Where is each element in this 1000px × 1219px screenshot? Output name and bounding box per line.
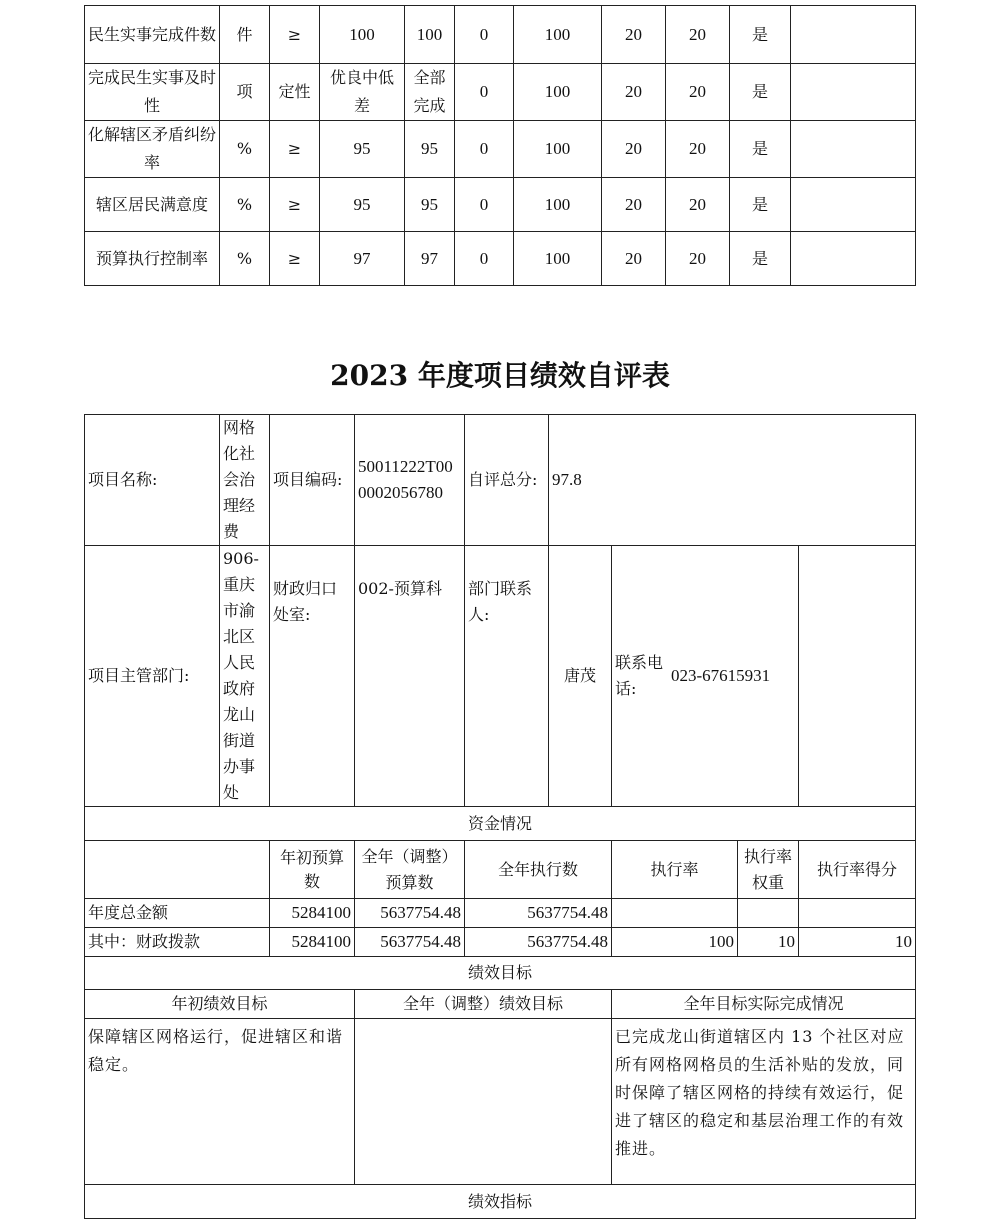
indicator-col6: 0 bbox=[455, 178, 514, 232]
indicator-target: 95 bbox=[320, 178, 405, 232]
total-executed: 5637754.48 bbox=[465, 899, 612, 928]
indicator-col7: 100 bbox=[514, 178, 602, 232]
dept-value: 906-重庆市渝北区人民政府龙山街道办事处 bbox=[220, 546, 270, 807]
indicator-col8: 20 bbox=[602, 6, 666, 64]
indicator-actual: 全部完成 bbox=[405, 64, 455, 121]
goals-header-initial: 年初绩效目标 bbox=[85, 990, 355, 1019]
phone-cell bbox=[612, 546, 799, 807]
indicator-operator: ≥ bbox=[270, 6, 320, 64]
project-name: 网格化社会治理经费 bbox=[220, 415, 270, 546]
table-row bbox=[85, 990, 916, 1019]
indicator-name: 预算执行控制率 bbox=[85, 232, 220, 286]
empty-cell bbox=[799, 546, 916, 807]
indicator-col7: 100 bbox=[514, 121, 602, 178]
col-header-executed: 全年执行数 bbox=[465, 841, 612, 899]
indicator-unit: % bbox=[220, 178, 270, 232]
indicator-col6: 0 bbox=[455, 64, 514, 121]
indicator-col8: 20 bbox=[602, 64, 666, 121]
indicator-actual: 100 bbox=[405, 6, 455, 64]
indicator-col6: 0 bbox=[455, 121, 514, 178]
table-row bbox=[85, 232, 916, 286]
indicator-unit: 件 bbox=[220, 6, 270, 64]
col-header-exec-rate: 执行率 bbox=[612, 841, 738, 899]
goals-actual-text: 已完成龙山街道辖区内 13 个社区对应所有网格网格员的生活补贴的发放，同时保障了辖区网格的持续有效运行，促进了辖区的稳定和基层治理工作的有效推进。 bbox=[612, 1019, 916, 1185]
table-row bbox=[85, 178, 916, 232]
indicator-remark bbox=[791, 178, 916, 232]
indicator-remark bbox=[791, 6, 916, 64]
indicator-name: 民生实事完成件数 bbox=[85, 6, 220, 64]
table-row bbox=[85, 546, 916, 807]
indicator-actual: 97 bbox=[405, 232, 455, 286]
total-rate bbox=[612, 899, 738, 928]
indicator-operator: ≥ bbox=[270, 178, 320, 232]
phone-label: 联系电话: bbox=[615, 653, 664, 698]
goals-header-adjusted: 全年（调整）绩效目标 bbox=[355, 990, 612, 1019]
fiscal-adjusted: 5637754.48 bbox=[355, 928, 465, 957]
indicator-col8: 20 bbox=[602, 178, 666, 232]
col-header-rate-score: 执行率得分 bbox=[799, 841, 916, 899]
score-label: 自评总分: bbox=[465, 415, 549, 546]
indicator-remark bbox=[791, 232, 916, 286]
total-weight bbox=[738, 899, 799, 928]
indicator-col9: 20 bbox=[666, 178, 730, 232]
indicator-target: 95 bbox=[320, 121, 405, 178]
finance-value: 002-预算科 bbox=[355, 546, 465, 807]
indicator-col9: 20 bbox=[666, 6, 730, 64]
indicator-met: 是 bbox=[730, 232, 791, 286]
project-name-label: 项目名称: bbox=[85, 415, 220, 546]
indicator-col9: 20 bbox=[666, 121, 730, 178]
indicator-operator: ≥ bbox=[270, 121, 320, 178]
indicator-col8: 20 bbox=[602, 121, 666, 178]
indicator-unit: % bbox=[220, 121, 270, 178]
total-score bbox=[799, 899, 916, 928]
table-row bbox=[85, 807, 916, 841]
contact-label: 部门联系人: bbox=[465, 546, 549, 807]
evaluation-table bbox=[84, 414, 916, 1219]
indicator-met: 是 bbox=[730, 121, 791, 178]
finance-label: 财政归口处室: bbox=[270, 546, 355, 807]
score-value: 97.8 bbox=[549, 415, 916, 546]
project-code-label: 项目编码: bbox=[270, 415, 355, 546]
indicator-remark bbox=[791, 64, 916, 121]
goals-initial-text: 保障辖区网格运行，促进辖区和谐稳定。 bbox=[85, 1019, 355, 1185]
col-header-rate-weight: 执行率权重 bbox=[738, 841, 799, 899]
indicator-col8: 20 bbox=[602, 232, 666, 286]
table-row bbox=[85, 64, 916, 121]
indicator-col7: 100 bbox=[514, 6, 602, 64]
table-row bbox=[85, 957, 916, 990]
goals-header-actual: 全年目标实际完成情况 bbox=[612, 990, 916, 1019]
fiscal-weight: 10 bbox=[738, 928, 799, 957]
table-row bbox=[85, 415, 916, 546]
indicator-name: 辖区居民满意度 bbox=[85, 178, 220, 232]
indicator-operator: 定性 bbox=[270, 64, 320, 121]
empty-cell bbox=[85, 841, 270, 899]
indicator-col7: 100 bbox=[514, 232, 602, 286]
phone-value: 023-67615931 bbox=[671, 666, 771, 685]
fiscal-label: 其中：财政拨款 bbox=[85, 928, 270, 957]
indicators-section-header: 绩效指标 bbox=[85, 1185, 916, 1219]
goals-section-header: 绩效目标 bbox=[85, 957, 916, 990]
indicator-target: 100 bbox=[320, 6, 405, 64]
fiscal-rate: 100 bbox=[612, 928, 738, 957]
fiscal-initial: 5284100 bbox=[270, 928, 355, 957]
indicator-actual: 95 bbox=[405, 178, 455, 232]
goals-adjusted-text bbox=[355, 1019, 612, 1185]
total-initial: 5284100 bbox=[270, 899, 355, 928]
indicator-col7: 100 bbox=[514, 64, 602, 121]
contact-value: 唐茂 bbox=[549, 546, 612, 807]
indicator-name: 完成民生实事及时性 bbox=[85, 64, 220, 121]
fiscal-executed: 5637754.48 bbox=[465, 928, 612, 957]
indicator-met: 是 bbox=[730, 64, 791, 121]
indicator-remark bbox=[791, 121, 916, 178]
table-row bbox=[85, 6, 916, 64]
col-header-initial-budget: 年初预算数 bbox=[270, 841, 355, 899]
indicator-unit: 项 bbox=[220, 64, 270, 121]
table-row bbox=[85, 899, 916, 928]
total-adjusted: 5637754.48 bbox=[355, 899, 465, 928]
indicator-name: 化解辖区矛盾纠纷率 bbox=[85, 121, 220, 178]
funds-section-header: 资金情况 bbox=[85, 807, 916, 841]
table-row bbox=[85, 1185, 916, 1219]
indicator-met: 是 bbox=[730, 6, 791, 64]
indicator-operator: ≥ bbox=[270, 232, 320, 286]
indicator-target: 97 bbox=[320, 232, 405, 286]
total-label: 年度总金额 bbox=[85, 899, 270, 928]
table-row bbox=[85, 928, 916, 957]
indicator-table-continued bbox=[84, 5, 916, 286]
project-code: 50011222T000002056780 bbox=[355, 415, 465, 546]
fiscal-score: 10 bbox=[799, 928, 916, 957]
table-row bbox=[85, 1019, 916, 1185]
table-row bbox=[85, 121, 916, 178]
table-row bbox=[85, 841, 916, 899]
indicator-col9: 20 bbox=[666, 232, 730, 286]
indicator-col6: 0 bbox=[455, 232, 514, 286]
indicator-actual: 95 bbox=[405, 121, 455, 178]
indicator-unit: % bbox=[220, 232, 270, 286]
indicator-target: 优良中低差 bbox=[320, 64, 405, 121]
dept-label: 项目主管部门: bbox=[85, 546, 220, 807]
indicator-met: 是 bbox=[730, 178, 791, 232]
page-title: 2023 年度项目绩效自评表 bbox=[330, 359, 670, 392]
indicator-col9: 20 bbox=[666, 64, 730, 121]
indicator-col6: 0 bbox=[455, 6, 514, 64]
col-header-adjusted-budget: 全年（调整）预算数 bbox=[355, 841, 465, 899]
